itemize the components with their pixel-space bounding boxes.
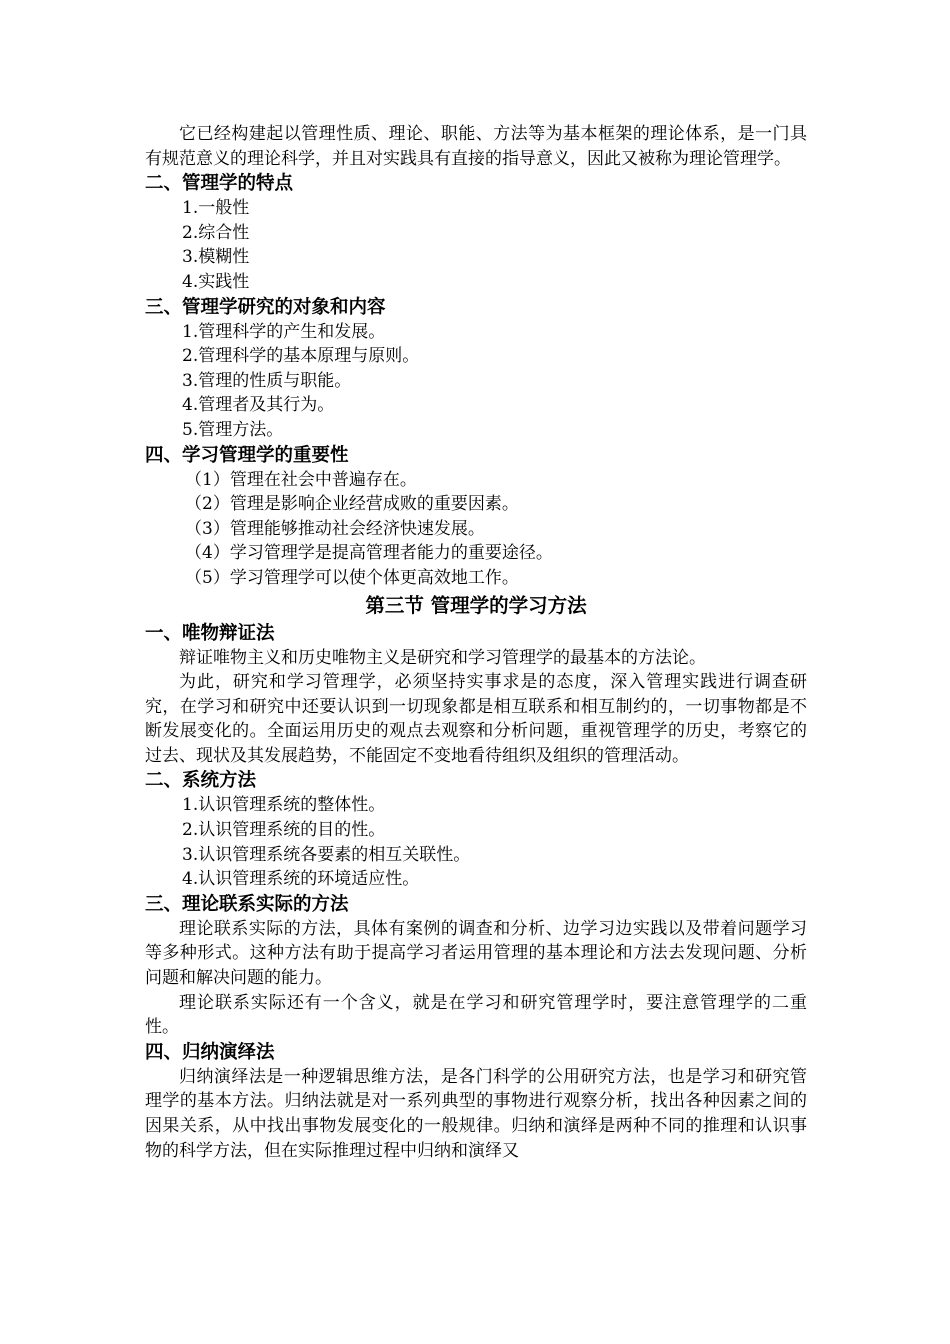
list-item: 1.管理科学的产生和发展。: [182, 321, 386, 342]
list-item: 5.管理方法。: [182, 419, 284, 440]
heading-systems-method: 二、系统方法: [145, 770, 257, 792]
list-item: 3.管理的性质与职能。: [182, 370, 352, 391]
list-item: 4.实践性: [182, 271, 250, 292]
list-item: 3.认识管理系统各要素的相互关联性。: [182, 844, 471, 865]
paragraph: 归纳演绎法是一种逻辑思维方法，是各门科学的公用研究方法，也是学习和研究管理学的基本方法。归纳法就是对一系列典型的事物进行观察分析，找出各种因素之间的因果关系，从中找出事物发展变化的一般规律。归纳和演绎是两种不同的推理和认识事物的科学方法，但在实际推理过程中归纳和演绎又: [145, 1066, 807, 1161]
paragraph: 理论联系实际的方法，具体有案例的调查和分析、边学习边实践以及带着问题学习等多种形式。这种方法有助于提高学习者运用管理的基本理论和方法去发现问题、分析问题和解决问题的能力。: [145, 918, 807, 989]
intro-paragraph: 它已经构建起以管理性质、理论、职能、方法等为基本框架的理论体系，是一门具有规范意义的理论科学，并且对实践具有直接的指导意义，因此又被称为理论管理学。: [145, 124, 807, 169]
list-item: 4.管理者及其行为。: [182, 395, 335, 416]
document-page: [145, 122, 807, 1163]
list-item: （1）管理在社会中普遍存在。: [185, 469, 417, 490]
list-item: （5）学习管理学可以使个体更高效地工作。: [185, 567, 519, 588]
paragraph: 理论联系实际还有一个含义，就是在学习和研究管理学时，要注意管理学的二重性。: [145, 992, 807, 1038]
list-item: （4）学习管理学是提高管理者能力的重要途径。: [185, 543, 553, 564]
list-item: 3.模糊性: [182, 247, 250, 268]
list-item: 2.认识管理系统的目的性。: [182, 820, 386, 841]
list-item: （3）管理能够推动社会经济快速发展。: [185, 518, 485, 539]
list-item: （2）管理是影响企业经营成败的重要因素。: [185, 494, 519, 515]
list-item: 2.管理科学的基本原理与原则。: [182, 346, 420, 367]
list-item: 4.认识管理系统的环境适应性。: [182, 869, 420, 890]
section-title: 第三节 管理学的学习方法: [365, 593, 587, 617]
list-item: 1.认识管理系统的整体性。: [182, 795, 386, 816]
heading-theory-practice: 三、理论联系实际的方法: [145, 893, 349, 915]
heading-objects-content: 三、管理学研究的对象和内容: [145, 296, 386, 318]
paragraph: 为此，研究和学习管理学，必须坚持实事求是的态度，深入管理实践进行调查研究，在学习和研究中还要认识到一切现象都是相互联系和相互制约的，一切事物都是不断发展变化的。全面运用历史的观点去观察和分析问题，重视管理学的历史，考察它的过去、现状及其发展趋势，不能固定不变地看待组织及组织的管理活动。: [145, 672, 807, 766]
heading-induction-deduction: 四、归纳演绎法: [145, 1041, 275, 1063]
heading-characteristics: 二、管理学的特点: [145, 173, 294, 195]
list-item: 1.一般性: [182, 198, 250, 219]
heading-importance: 四、学习管理学的重要性: [145, 444, 349, 466]
list-item: 2.综合性: [182, 222, 250, 243]
heading-dialectics: 一、唯物辩证法: [145, 622, 275, 644]
paragraph: 辩证唯物主义和历史唯物主义是研究和学习管理学的最基本的方法论。: [179, 647, 706, 668]
